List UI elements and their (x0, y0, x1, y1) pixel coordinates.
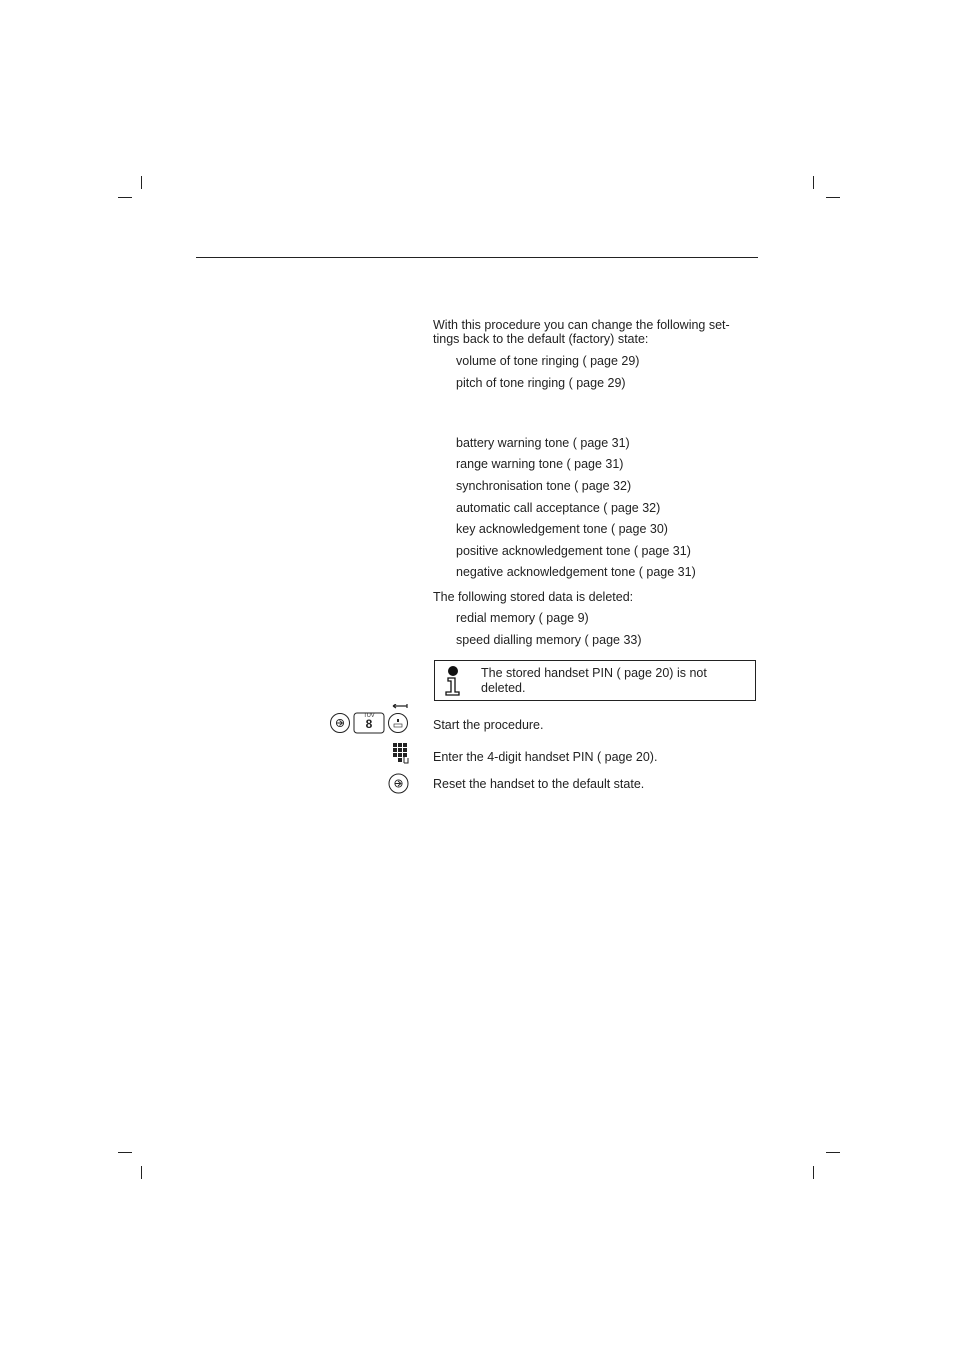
info-icon (444, 666, 462, 696)
settings-item: positive acknowledgement tone ( page 31) (456, 544, 691, 558)
crop-mark (813, 176, 814, 189)
intro-line-2: tings back to the default (factory) state: (433, 332, 649, 346)
key-8-digit: 8 (365, 717, 373, 731)
deleted-item: speed dialling memory ( page 33) (456, 633, 642, 647)
step-text: Reset the handset to the default state. (433, 777, 645, 791)
settings-item: volume of tone ringing ( page 29) (456, 354, 640, 368)
settings-item: key acknowledgement tone ( page 30) (456, 522, 668, 536)
settings-item: negative acknowledgement tone ( page 31) (456, 565, 696, 579)
keypad-icon (393, 743, 409, 765)
key-8-letters: TUV (363, 713, 375, 719)
crop-mark (118, 197, 132, 198)
menu-key-icon (331, 714, 350, 733)
step-text: Enter the 4-digit handset PIN ( page 20). (433, 750, 658, 764)
note-box (434, 660, 756, 701)
crop-mark (813, 1166, 814, 1179)
intro-line-1: With this procedure you can change the following set- (433, 318, 730, 332)
deleted-heading: The following stored data is deleted: (433, 590, 634, 604)
crop-mark (141, 1166, 142, 1179)
display-key-icon (389, 704, 408, 733)
step-text: Start the procedure. (433, 718, 544, 732)
crop-mark (118, 1152, 132, 1153)
crop-mark (826, 197, 840, 198)
header-rule (196, 257, 758, 258)
menu-key-icon (388, 773, 409, 794)
settings-item: battery warning tone ( page 31) (456, 436, 630, 450)
note-text: The stored handset PIN ( page 20) is not deleted. (481, 666, 707, 695)
crop-mark (826, 1152, 840, 1153)
settings-item: pitch of tone ringing ( page 29) (456, 376, 626, 390)
settings-item: synchronisation tone ( page 32) (456, 479, 632, 493)
deleted-item: redial memory ( page 9) (456, 611, 589, 625)
settings-item: automatic call acceptance ( page 32) (456, 501, 661, 515)
settings-item: range warning tone ( page 31) (456, 457, 624, 471)
crop-mark (141, 176, 142, 189)
